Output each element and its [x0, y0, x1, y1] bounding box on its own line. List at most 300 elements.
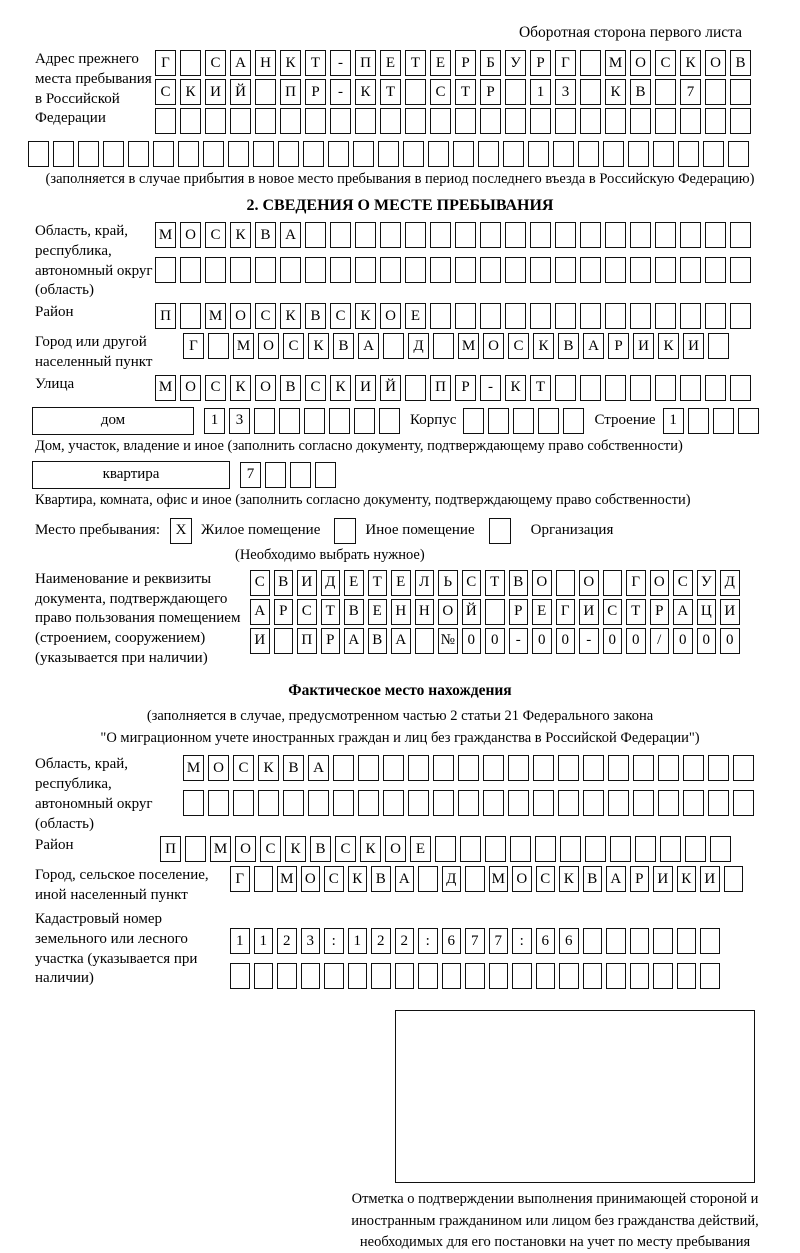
char-box[interactable]: Г: [555, 50, 576, 76]
char-box[interactable]: [653, 963, 673, 989]
char-box[interactable]: И: [297, 570, 317, 596]
char-box[interactable]: [230, 257, 251, 283]
char-box[interactable]: 1: [254, 928, 274, 954]
char-box[interactable]: [608, 755, 629, 781]
char-box[interactable]: 0: [556, 628, 576, 654]
char-box[interactable]: И: [205, 79, 226, 105]
char-box[interactable]: [633, 755, 654, 781]
char-box[interactable]: [305, 257, 326, 283]
char-box[interactable]: [655, 375, 676, 401]
char-box[interactable]: [53, 141, 74, 167]
char-box[interactable]: Г: [556, 599, 576, 625]
char-box[interactable]: [630, 108, 651, 134]
char-box[interactable]: [606, 963, 626, 989]
char-box[interactable]: [255, 79, 276, 105]
char-box[interactable]: [605, 257, 626, 283]
char-box[interactable]: [555, 375, 576, 401]
char-box[interactable]: [254, 963, 274, 989]
char-box[interactable]: О: [630, 50, 651, 76]
char-box[interactable]: [503, 141, 524, 167]
char-box[interactable]: 0: [697, 628, 717, 654]
char-box[interactable]: [533, 790, 554, 816]
char-box[interactable]: [510, 836, 531, 862]
char-box[interactable]: [505, 108, 526, 134]
char-box[interactable]: О: [579, 570, 599, 596]
char-box[interactable]: [528, 141, 549, 167]
char-box[interactable]: Т: [485, 570, 505, 596]
char-box[interactable]: [700, 928, 720, 954]
char-box[interactable]: [354, 408, 375, 434]
char-box[interactable]: [603, 570, 623, 596]
char-box[interactable]: К: [280, 50, 301, 76]
char-box[interactable]: [483, 755, 504, 781]
char-box[interactable]: С: [283, 333, 304, 359]
dom-field[interactable]: дом: [32, 407, 194, 435]
char-box[interactable]: М: [183, 755, 204, 781]
char-box[interactable]: [630, 303, 651, 329]
char-box[interactable]: [328, 141, 349, 167]
char-box[interactable]: [408, 790, 429, 816]
char-box[interactable]: [433, 755, 454, 781]
char-box[interactable]: [559, 963, 579, 989]
char-box[interactable]: [333, 790, 354, 816]
char-box[interactable]: К: [330, 375, 351, 401]
char-box[interactable]: О: [705, 50, 726, 76]
char-box[interactable]: У: [697, 570, 717, 596]
char-box[interactable]: О: [532, 570, 552, 596]
char-box[interactable]: [383, 333, 404, 359]
char-box[interactable]: [428, 141, 449, 167]
char-box[interactable]: [405, 375, 426, 401]
char-box[interactable]: [708, 790, 729, 816]
char-box[interactable]: О: [438, 599, 458, 625]
char-box[interactable]: 7: [489, 928, 509, 954]
char-box[interactable]: О: [301, 866, 321, 892]
char-box[interactable]: Е: [368, 599, 388, 625]
char-box[interactable]: [724, 866, 744, 892]
inoe-checkbox[interactable]: [334, 518, 356, 544]
char-box[interactable]: О: [255, 375, 276, 401]
char-box[interactable]: [155, 257, 176, 283]
char-box[interactable]: №: [438, 628, 458, 654]
zhiloe-checkbox[interactable]: X: [170, 518, 192, 544]
char-box[interactable]: [680, 222, 701, 248]
char-box[interactable]: [705, 257, 726, 283]
char-box[interactable]: [605, 303, 626, 329]
char-box[interactable]: Т: [405, 50, 426, 76]
char-box[interactable]: С: [655, 50, 676, 76]
char-box[interactable]: [433, 333, 454, 359]
char-box[interactable]: [708, 755, 729, 781]
char-box[interactable]: [430, 108, 451, 134]
char-box[interactable]: [730, 79, 751, 105]
char-box[interactable]: [688, 408, 709, 434]
char-box[interactable]: С: [305, 375, 326, 401]
char-box[interactable]: [355, 257, 376, 283]
char-box[interactable]: [489, 963, 509, 989]
char-box[interactable]: [583, 790, 604, 816]
char-box[interactable]: В: [344, 599, 364, 625]
char-box[interactable]: [408, 755, 429, 781]
char-box[interactable]: 7: [240, 462, 261, 488]
char-box[interactable]: К: [308, 333, 329, 359]
char-box[interactable]: Г: [155, 50, 176, 76]
char-box[interactable]: [680, 303, 701, 329]
char-box[interactable]: С: [508, 333, 529, 359]
char-box[interactable]: С: [335, 836, 356, 862]
char-box[interactable]: [480, 222, 501, 248]
char-box[interactable]: [605, 375, 626, 401]
char-box[interactable]: [430, 303, 451, 329]
char-box[interactable]: К: [180, 79, 201, 105]
char-box[interactable]: [555, 222, 576, 248]
char-box[interactable]: И: [250, 628, 270, 654]
char-box[interactable]: [533, 755, 554, 781]
char-box[interactable]: 7: [465, 928, 485, 954]
char-box[interactable]: [255, 108, 276, 134]
char-box[interactable]: [578, 141, 599, 167]
char-box[interactable]: [685, 836, 706, 862]
char-box[interactable]: -: [509, 628, 529, 654]
char-box[interactable]: 3: [229, 408, 250, 434]
char-box[interactable]: [530, 108, 551, 134]
char-box[interactable]: С: [603, 599, 623, 625]
char-box[interactable]: Р: [274, 599, 294, 625]
org-checkbox[interactable]: [489, 518, 511, 544]
char-box[interactable]: С: [255, 303, 276, 329]
char-box[interactable]: Н: [391, 599, 411, 625]
char-box[interactable]: [453, 141, 474, 167]
char-box[interactable]: П: [430, 375, 451, 401]
char-box[interactable]: [560, 836, 581, 862]
char-box[interactable]: [348, 963, 368, 989]
char-box[interactable]: [380, 108, 401, 134]
char-box[interactable]: О: [258, 333, 279, 359]
char-box[interactable]: Й: [230, 79, 251, 105]
char-box[interactable]: [280, 108, 301, 134]
char-box[interactable]: [583, 755, 604, 781]
char-box[interactable]: [708, 333, 729, 359]
char-box[interactable]: [358, 790, 379, 816]
char-box[interactable]: [683, 755, 704, 781]
char-box[interactable]: [279, 408, 300, 434]
char-box[interactable]: [383, 790, 404, 816]
char-box[interactable]: Н: [255, 50, 276, 76]
char-box[interactable]: О: [650, 570, 670, 596]
char-box[interactable]: [483, 790, 504, 816]
char-box[interactable]: [480, 108, 501, 134]
char-box[interactable]: [278, 141, 299, 167]
char-box[interactable]: [485, 599, 505, 625]
char-box[interactable]: [680, 108, 701, 134]
char-box[interactable]: Т: [455, 79, 476, 105]
char-box[interactable]: О: [208, 755, 229, 781]
char-box[interactable]: [655, 222, 676, 248]
char-box[interactable]: С: [250, 570, 270, 596]
char-box[interactable]: Т: [626, 599, 646, 625]
char-box[interactable]: [658, 790, 679, 816]
char-box[interactable]: [254, 408, 275, 434]
char-box[interactable]: [705, 303, 726, 329]
char-box[interactable]: 6: [559, 928, 579, 954]
char-box[interactable]: М: [233, 333, 254, 359]
char-box[interactable]: В: [509, 570, 529, 596]
char-box[interactable]: 0: [603, 628, 623, 654]
char-box[interactable]: [430, 257, 451, 283]
char-box[interactable]: [383, 755, 404, 781]
char-box[interactable]: Е: [344, 570, 364, 596]
char-box[interactable]: С: [205, 375, 226, 401]
char-box[interactable]: -: [579, 628, 599, 654]
char-box[interactable]: [205, 257, 226, 283]
char-box[interactable]: К: [355, 303, 376, 329]
char-box[interactable]: К: [559, 866, 579, 892]
char-box[interactable]: М: [277, 866, 297, 892]
char-box[interactable]: [678, 141, 699, 167]
char-box[interactable]: [329, 408, 350, 434]
char-box[interactable]: [435, 836, 456, 862]
char-box[interactable]: Р: [455, 375, 476, 401]
char-box[interactable]: Р: [321, 628, 341, 654]
char-box[interactable]: 6: [442, 928, 462, 954]
char-box[interactable]: [505, 303, 526, 329]
char-box[interactable]: 1: [348, 928, 368, 954]
char-box[interactable]: [405, 108, 426, 134]
char-box[interactable]: [505, 257, 526, 283]
char-box[interactable]: О: [512, 866, 532, 892]
char-box[interactable]: [705, 79, 726, 105]
char-box[interactable]: [553, 141, 574, 167]
char-box[interactable]: П: [297, 628, 317, 654]
char-box[interactable]: 7: [680, 79, 701, 105]
char-box[interactable]: [630, 257, 651, 283]
char-box[interactable]: С: [462, 570, 482, 596]
char-box[interactable]: С: [324, 866, 344, 892]
char-box[interactable]: [555, 257, 576, 283]
char-box[interactable]: [655, 79, 676, 105]
char-box[interactable]: [455, 257, 476, 283]
char-box[interactable]: Ц: [697, 599, 717, 625]
char-box[interactable]: [728, 141, 749, 167]
char-box[interactable]: [178, 141, 199, 167]
char-box[interactable]: [371, 963, 391, 989]
char-box[interactable]: О: [235, 836, 256, 862]
char-box[interactable]: :: [324, 928, 344, 954]
char-box[interactable]: [655, 108, 676, 134]
char-box[interactable]: [555, 108, 576, 134]
char-box[interactable]: [680, 257, 701, 283]
char-box[interactable]: 1: [230, 928, 250, 954]
char-box[interactable]: :: [512, 928, 532, 954]
char-box[interactable]: У: [505, 50, 526, 76]
char-box[interactable]: К: [677, 866, 697, 892]
char-box[interactable]: [606, 928, 626, 954]
char-box[interactable]: [730, 303, 751, 329]
char-box[interactable]: [733, 790, 754, 816]
char-box[interactable]: [705, 222, 726, 248]
char-box[interactable]: [535, 836, 556, 862]
char-box[interactable]: [380, 222, 401, 248]
char-box[interactable]: [208, 790, 229, 816]
char-box[interactable]: [455, 108, 476, 134]
char-box[interactable]: О: [230, 303, 251, 329]
char-box[interactable]: Т: [530, 375, 551, 401]
char-box[interactable]: Р: [650, 599, 670, 625]
char-box[interactable]: [513, 408, 534, 434]
char-box[interactable]: [580, 303, 601, 329]
char-box[interactable]: :: [418, 928, 438, 954]
char-box[interactable]: [505, 222, 526, 248]
char-box[interactable]: Б: [480, 50, 501, 76]
char-box[interactable]: [253, 141, 274, 167]
char-box[interactable]: 3: [555, 79, 576, 105]
char-box[interactable]: [458, 790, 479, 816]
char-box[interactable]: [683, 790, 704, 816]
char-box[interactable]: [530, 222, 551, 248]
char-box[interactable]: [254, 866, 274, 892]
char-box[interactable]: [28, 141, 49, 167]
char-box[interactable]: [605, 108, 626, 134]
char-box[interactable]: [230, 108, 251, 134]
char-box[interactable]: [730, 257, 751, 283]
char-box[interactable]: В: [333, 333, 354, 359]
char-box[interactable]: [580, 108, 601, 134]
char-box[interactable]: [430, 222, 451, 248]
char-box[interactable]: [512, 963, 532, 989]
char-box[interactable]: [603, 141, 624, 167]
char-box[interactable]: К: [680, 50, 701, 76]
char-box[interactable]: Т: [305, 50, 326, 76]
char-box[interactable]: 0: [720, 628, 740, 654]
char-box[interactable]: [480, 303, 501, 329]
char-box[interactable]: [305, 108, 326, 134]
char-box[interactable]: 1: [663, 408, 684, 434]
char-box[interactable]: [458, 755, 479, 781]
char-box[interactable]: [505, 79, 526, 105]
char-box[interactable]: А: [308, 755, 329, 781]
char-box[interactable]: [660, 836, 681, 862]
char-box[interactable]: 2: [277, 928, 297, 954]
char-box[interactable]: К: [285, 836, 306, 862]
char-box[interactable]: Е: [391, 570, 411, 596]
char-box[interactable]: [655, 303, 676, 329]
char-box[interactable]: [677, 963, 697, 989]
char-box[interactable]: [653, 141, 674, 167]
char-box[interactable]: Т: [368, 570, 388, 596]
char-box[interactable]: [583, 928, 603, 954]
char-box[interactable]: С: [430, 79, 451, 105]
char-box[interactable]: М: [155, 222, 176, 248]
char-box[interactable]: [379, 408, 400, 434]
char-box[interactable]: С: [673, 570, 693, 596]
char-box[interactable]: Р: [608, 333, 629, 359]
char-box[interactable]: [155, 108, 176, 134]
char-box[interactable]: К: [280, 303, 301, 329]
char-box[interactable]: [610, 836, 631, 862]
char-box[interactable]: [277, 963, 297, 989]
char-box[interactable]: [290, 462, 311, 488]
char-box[interactable]: [658, 755, 679, 781]
char-box[interactable]: О: [380, 303, 401, 329]
char-box[interactable]: [228, 141, 249, 167]
char-box[interactable]: Д: [321, 570, 341, 596]
char-box[interactable]: В: [630, 79, 651, 105]
char-box[interactable]: [580, 222, 601, 248]
char-box[interactable]: [608, 790, 629, 816]
char-box[interactable]: В: [274, 570, 294, 596]
char-box[interactable]: [465, 866, 485, 892]
char-box[interactable]: /: [650, 628, 670, 654]
char-box[interactable]: П: [155, 303, 176, 329]
char-box[interactable]: Р: [509, 599, 529, 625]
char-box[interactable]: [233, 790, 254, 816]
char-box[interactable]: 3: [301, 928, 321, 954]
char-box[interactable]: Ь: [438, 570, 458, 596]
char-box[interactable]: 2: [395, 928, 415, 954]
char-box[interactable]: [710, 836, 731, 862]
char-box[interactable]: В: [255, 222, 276, 248]
char-box[interactable]: В: [558, 333, 579, 359]
char-box[interactable]: К: [348, 866, 368, 892]
char-box[interactable]: [324, 963, 344, 989]
char-box[interactable]: [556, 570, 576, 596]
char-box[interactable]: [305, 222, 326, 248]
char-box[interactable]: [705, 108, 726, 134]
char-box[interactable]: [330, 257, 351, 283]
char-box[interactable]: В: [283, 755, 304, 781]
char-box[interactable]: 2: [371, 928, 391, 954]
char-box[interactable]: [508, 790, 529, 816]
char-box[interactable]: [655, 257, 676, 283]
char-box[interactable]: Е: [405, 303, 426, 329]
char-box[interactable]: О: [483, 333, 504, 359]
char-box[interactable]: [703, 141, 724, 167]
char-box[interactable]: [730, 108, 751, 134]
char-box[interactable]: 0: [673, 628, 693, 654]
char-box[interactable]: [580, 79, 601, 105]
char-box[interactable]: [563, 408, 584, 434]
char-box[interactable]: [730, 222, 751, 248]
char-box[interactable]: Р: [305, 79, 326, 105]
char-box[interactable]: Й: [462, 599, 482, 625]
char-box[interactable]: [405, 222, 426, 248]
char-box[interactable]: [355, 222, 376, 248]
char-box[interactable]: [358, 755, 379, 781]
char-box[interactable]: [700, 963, 720, 989]
char-box[interactable]: [585, 836, 606, 862]
char-box[interactable]: [455, 303, 476, 329]
char-box[interactable]: [630, 375, 651, 401]
char-box[interactable]: -: [330, 50, 351, 76]
char-box[interactable]: [480, 257, 501, 283]
char-box[interactable]: [280, 257, 301, 283]
char-box[interactable]: Г: [626, 570, 646, 596]
char-box[interactable]: [333, 755, 354, 781]
char-box[interactable]: [455, 222, 476, 248]
char-box[interactable]: [203, 141, 224, 167]
char-box[interactable]: К: [658, 333, 679, 359]
char-box[interactable]: Е: [532, 599, 552, 625]
char-box[interactable]: [530, 303, 551, 329]
char-box[interactable]: М: [205, 303, 226, 329]
kvartira-field[interactable]: квартира: [32, 461, 230, 489]
char-box[interactable]: 6: [536, 928, 556, 954]
char-box[interactable]: И: [700, 866, 720, 892]
char-box[interactable]: [465, 963, 485, 989]
char-box[interactable]: А: [250, 599, 270, 625]
char-box[interactable]: [405, 257, 426, 283]
char-box[interactable]: С: [233, 755, 254, 781]
